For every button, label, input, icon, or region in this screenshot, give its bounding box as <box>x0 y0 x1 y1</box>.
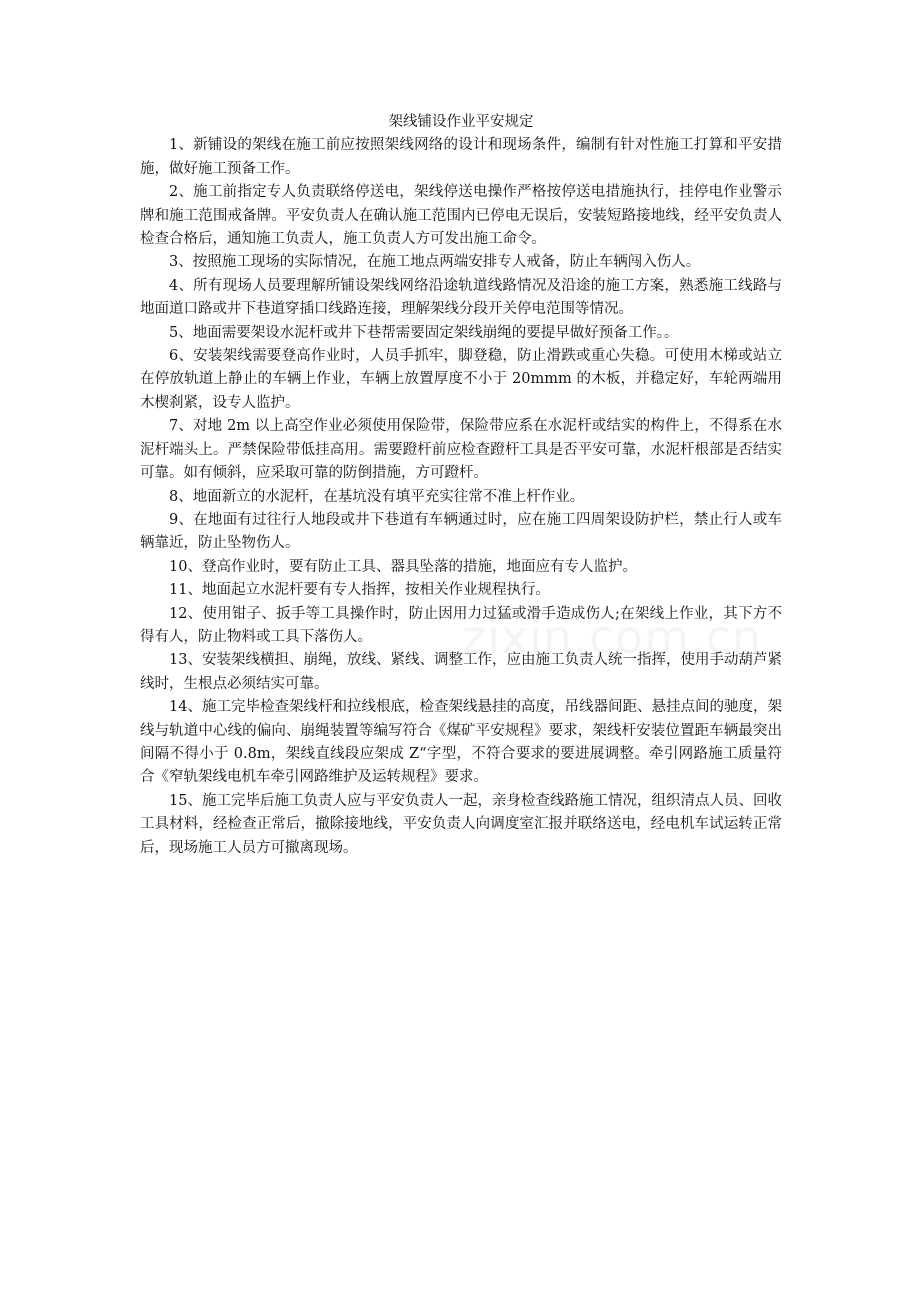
paragraph-11: 11、地面起立水泥杆要有专人指挥，按相关作业规程执行。 <box>169 582 550 599</box>
paragraph-1: 1、新铺设的架线在施工前应按照架线网络的设计和现场条件，编制有针对性施工打算和平安措施，做好施工预备工作。 <box>140 137 782 177</box>
paragraph-6: 6、安装架线需要登高作业时，人员手抓牢，脚登稳，防止滑跌或重心失稳。可使用木梯或站立在停放轨道上静止的车辆上作业，车辆上放置厚度不小于 20mmm 的木板，并稳定好，车轮两端用木楔刹紧，设专人监护。 <box>140 348 782 411</box>
document-title: 架线铺设作业平安规定 <box>388 114 534 130</box>
paragraph-4: 4、所有现场人员要理解所铺设架线网络沿途轨道线路情况及沿途的施工方案，熟悉施工线路与地面道口路或井下巷道穿插口线路连接，理解架线分段开关停电范围等情况。 <box>140 277 782 318</box>
document-body <box>140 111 782 860</box>
paragraph-14: 14、施工完毕检查架线杆和拉线根底，检查架线悬挂的高度，吊线器间距、悬挂点间的驰度，架线与轨道中心线的偏向、崩绳装置等编写符合《煤矿平安规程》要求，架线杆安装位置距车辆最突出间隔不得小于 0.8m，架线直线段应架成 Z“字型，不符合要求的要进展调整。牵引网路施工质量符合《窄轨架线电机车牵引网路维护及运转规程》要求。 <box>140 699 782 786</box>
paragraph-7: 7、对地 2m 以上高空作业必须使用保险带，保险带应系在水泥杆或结实的构件上，不得系在水泥杆端头上。严禁保险带低挂高用。需要蹬杆前应检查蹬杆工具是否平安可靠，水泥杆根部是否结实可靠。如有倾斜，应采取可靠的防倒措施，方可蹬杆。 <box>140 418 782 482</box>
paragraph-13: 13、安装架线横担、崩绳，放线、紧线、调整工作，应由施工负责人统一指挥，使用手动葫芦紧线时，生根点必须结实可靠。 <box>140 652 782 692</box>
paragraph-5: 5、地面需要架设水泥杆或井下巷帮需要固定架线崩绳的要提早做好预备工作。。 <box>169 324 679 341</box>
paragraph-8: 8、地面新立的水泥杆，在基坑没有填平充实往常不准上杆作业。 <box>169 488 585 505</box>
paragraph-15: 15、施工完毕后施工负责人应与平安负责人一起，亲身检查线路施工情况，组织清点人员、回收工具材料，经检查正常后，撤除接地线，平安负责人向调度室汇报并联络送电，经电机车试运转正常后，现场施工人员方可撤离现场。 <box>140 792 782 856</box>
paragraph-12: 12、使用钳子、扳手等工具操作时，防止因用力过猛或滑手造成伤人;在架线上作业，其下方不得有人，防止物料或工具下落伤人。 <box>140 605 782 645</box>
paragraph-10: 10、登高作业时，要有防止工具、器具坠落的措施，地面应有专人监护。 <box>169 558 637 575</box>
paragraph-9: 9、在地面有过往行人地段或井下巷道有车辆通过时，应在施工四周架设防护栏，禁止行人或车辆靠近，防止坠物伤人。 <box>140 511 782 552</box>
paragraph-2: 2、施工前指定专人负责联络停送电，架线停送电操作严格按停送电措施执行，挂停电作业警示牌和施工范围戒备牌。平安负责人在确认施工范围内已停电无误后，安装短路接地线，经平安负责人检查合格后，通知施工负责人，施工负责人方可发出施工命令。 <box>140 184 782 248</box>
paragraph-3: 3、按照施工现场的实际情况，在施工地点两端安排专人戒备，防止车辆闯入伤人。 <box>169 254 701 271</box>
